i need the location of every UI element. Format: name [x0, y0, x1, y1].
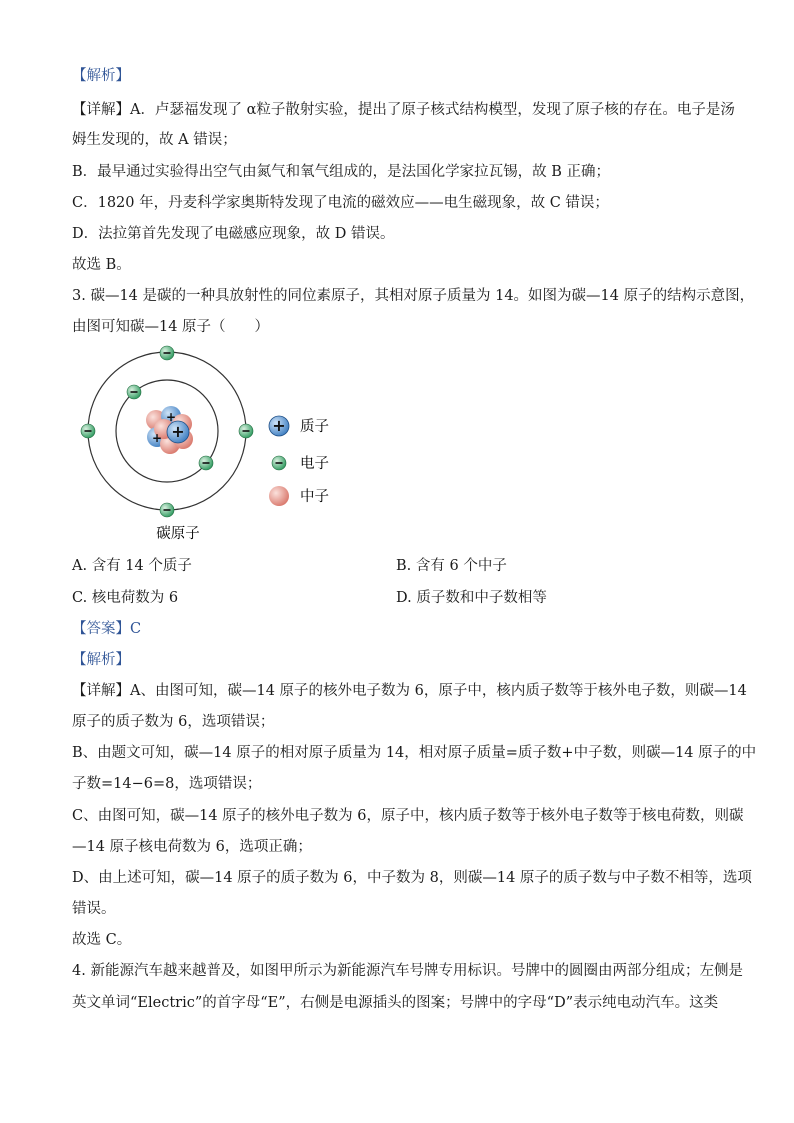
legend-electron-icon: [272, 456, 286, 470]
electron: [127, 385, 141, 399]
svg-text:+: +: [171, 422, 185, 441]
electron: [160, 503, 174, 517]
question-stem: 由图可知碳—14 原子（ ）: [72, 319, 270, 335]
electron: [239, 424, 253, 438]
detail-line: —14 原子核电荷数为 6，选项正确；: [72, 839, 312, 855]
svg-text:+: +: [165, 410, 177, 424]
legend-proton-icon: [269, 416, 289, 436]
detail-line: 姆生发现的，故 A 错误；: [72, 132, 237, 148]
detail-line: B、由题文可知，碳—14 原子的相对原子质量为 14，相对原子质量=质子数+中子数，则碳—14 原子的中: [72, 745, 757, 761]
option-c: C. 核电荷数为 6: [72, 590, 179, 606]
detail-line: D、由上述可知，碳—14 原子的质子数为 6，中子数为 8，则碳—14 原子的质子数与中子数不相等，选项: [72, 870, 752, 886]
legend-proton-label: 质子: [300, 419, 329, 435]
jiexi-heading: 【解析】: [72, 652, 130, 668]
question-stem: 3. 碳—14 是碳的一种具放射性的同位素原子，其相对原子质量为 14。如图为碳—14 原子的结构示意图，: [72, 288, 755, 304]
electron: [160, 346, 174, 360]
detail-line: 【详解】A．卢瑟福发现了 α粒子散射实验，提出了原子核式结构模型，发现了原子核的存在。电子是汤: [72, 102, 735, 118]
legend-neutron-icon: [269, 486, 289, 506]
figure-caption: 碳原子: [156, 526, 200, 542]
detail-line: 错误。: [72, 901, 116, 917]
option-d: D. 质子数和中子数相等: [396, 590, 547, 606]
legend-electron-label: 电子: [300, 456, 329, 472]
electron: [199, 456, 213, 470]
question-stem: 4. 新能源汽车越来越普及，如图甲所示为新能源汽车号牌专用标识。号牌中的圆圈由两部分组成；左侧是: [72, 963, 743, 979]
question-stem: 英文单词“Electric”的首字母“E”，右侧是电源插头的图案；号牌中的字母“D”表示纯电动汽车。这类: [72, 995, 719, 1011]
nucleus: [146, 406, 193, 454]
detail-line: 子数=14−6=8，选项错误；: [72, 776, 262, 792]
detail-line: 【详解】A、由图可知，碳—14 原子的核外电子数为 6，原子中，核内质子数等于核外电子数，则碳—14: [72, 683, 747, 699]
option-a: A. 含有 14 个质子: [72, 558, 192, 574]
electron: [81, 424, 95, 438]
option-b: B. 含有 6 个中子: [396, 558, 507, 574]
detail-line: 原子的质子数为 6，选项错误；: [72, 714, 275, 730]
detail-line: D．法拉第首先发现了电磁感应现象，故 D 错误。: [72, 226, 395, 242]
choose-line: 故选 C。: [72, 932, 132, 948]
carbon-atom-diagram: [72, 336, 372, 546]
answer-line: 【答案】C: [72, 621, 142, 637]
choose-line: 故选 B。: [72, 257, 131, 273]
legend-neutron-label: 中子: [300, 489, 329, 505]
jiexi-heading: 【解析】: [72, 68, 130, 84]
detail-line: B．最早通过实验得出空气由氮气和氧气组成的，是法国化学家拉瓦锡，故 B 正确；: [72, 164, 611, 180]
detail-line: C．1820 年，丹麦科学家奥斯特发现了电流的磁效应——电生磁现象，故 C 错误；: [72, 195, 609, 211]
detail-line: C、由图可知，碳—14 原子的核外电子数为 6，原子中，核内质子数等于核外电子数等于核电荷数，则碳: [72, 808, 744, 824]
svg-text:+: +: [272, 416, 286, 435]
svg-text:+: +: [151, 431, 163, 445]
